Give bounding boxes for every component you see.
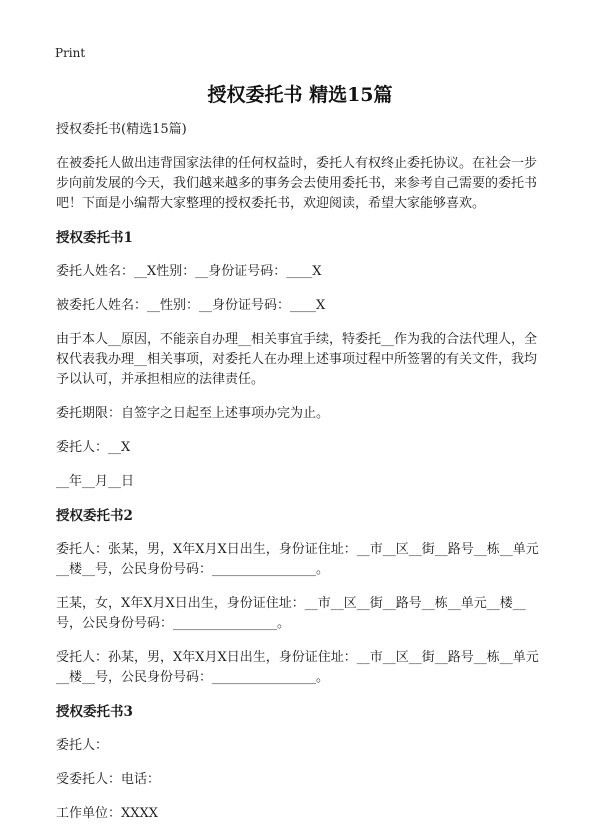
intro-paragraph: 在被委托人做出违背国家法律的任何权益时，委托人有权终止委托协议。在社会一步步向前发展的今天，我们越来越多的事务会去使用委托书，来参考自己需要的委托书吧！下面是小编帮大家整理的授权委托书，欢迎阅读，希望大家能够喜欢。 <box>56 156 538 211</box>
paragraph: 王某，女，X年X月X日出生，身份证住址：__市__区__街__路号__栋__单元__楼__号，公民身份号码：________________。 <box>56 596 526 631</box>
document-body <box>56 120 548 838</box>
print-link[interactable]: Print <box>55 46 86 60</box>
paragraph: 被委托人姓名：__性别：__身份证号码：____X <box>56 298 326 313</box>
paragraph: 委托期限：自签字之日起至上述事项办完为止。 <box>56 406 330 421</box>
paragraph: 委托人：__X <box>56 440 131 455</box>
paragraph: 受委托人：电话： <box>56 772 161 787</box>
page-title: 授权委托书 精选15篇 <box>207 84 393 106</box>
paragraph: 委托人姓名：__X性别：__身份证号码：____X <box>56 264 322 279</box>
paragraph: 委托人： <box>56 738 109 753</box>
doc-subtitle: 授权委托书(精选15篇) <box>56 122 187 137</box>
paragraph: 工作单位：XXXX <box>56 806 159 821</box>
paragraph: 受托人：孙某，男，X年X月X日出生，身份证住址：__市__区__街__路号__栋__单元__楼__号，公民身份号码：________________。 <box>56 650 539 685</box>
paragraph: 由于本人__原因，不能亲自办理__相关事宜手续，特委托__作为我的合法代理人，全权代表我办理__相关事项，对委托人在办理上述事项过程中所签署的有关文件，我均予以认可，并承担相应的法律责任。 <box>56 332 538 387</box>
section-heading: 授权委托书3 <box>56 704 133 720</box>
section-heading: 授权委托书1 <box>56 230 133 246</box>
section-heading: 授权委托书2 <box>56 508 133 524</box>
paragraph: __年__月__日 <box>56 474 135 489</box>
paragraph: 委托人：张某，男，X年X月X日出生，身份证住址：__市__区__街__路号__栋__单元__楼__号，公民身份号码：________________。 <box>56 542 539 577</box>
